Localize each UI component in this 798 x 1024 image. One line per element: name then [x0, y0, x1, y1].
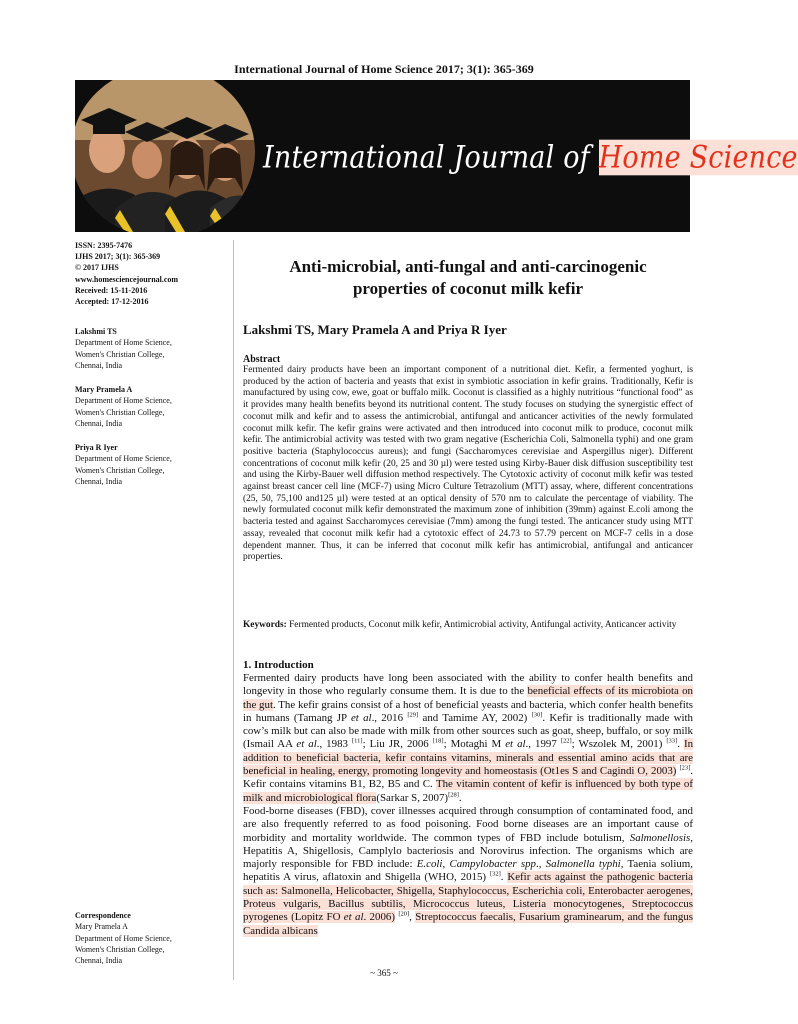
- reference: [11]: [351, 737, 363, 745]
- affiliation-3: [75, 442, 227, 487]
- text-run: . Kefir contains vitamins B1, B2, B5 and C.: [243, 765, 694, 791]
- text-run: . 2006): [363, 911, 395, 924]
- received-date: Received: 15-11-2016: [75, 285, 148, 295]
- text-run: ; Motaghi M: [443, 738, 506, 751]
- reference: [22]: [560, 737, 572, 745]
- journal-title-highlight: Home Science: [598, 139, 798, 176]
- text-run: E.coli: [416, 858, 443, 871]
- text-run: ., 1983: [316, 738, 352, 751]
- reference: [29]: [407, 711, 419, 719]
- abstract-heading: Abstract: [243, 354, 281, 365]
- correspondence-label: Correspondence: [75, 911, 131, 920]
- affiliation-dept: Department of Home Science,: [75, 454, 172, 464]
- journal-title: [263, 140, 798, 176]
- text-run: .: [458, 791, 462, 804]
- copyright: © 2017 IJHS: [75, 263, 119, 273]
- highlighted-text: Streptococcus faecalis, Fusarium graminearum, and the fungus Candida albicans: [243, 911, 694, 937]
- introduction-body: [243, 672, 693, 938]
- text-run: Food-borne diseases (FBD), cover illnesses acquired through consumption of contaminated food, and are also frequently referred to as food poisoning. Food borne diseases are an important cause of morbidity and mortality worldwide. The common types of FBD include botulism,: [243, 804, 693, 844]
- correspondence-name: Mary Pramela A: [75, 922, 128, 932]
- text-run: ,: [442, 858, 450, 871]
- affiliation-dept: Department of Home Science,: [75, 396, 172, 406]
- paper-title: [243, 256, 693, 300]
- reference: [23]: [679, 764, 691, 772]
- keywords: [243, 620, 693, 632]
- affiliation-city: Chennai, India: [75, 418, 123, 428]
- text-run: .,: [535, 858, 546, 871]
- reference: [18]: [432, 737, 444, 745]
- reference: [30]: [531, 711, 543, 719]
- paper-title-line-1: Anti-microbial, anti-fungal and anti-carcinogenic: [289, 257, 647, 276]
- text-run: ; Wszolek M, 2001): [571, 738, 667, 751]
- publication-info: [75, 240, 227, 307]
- text-run: et al: [505, 738, 526, 751]
- affiliation-2: [75, 384, 227, 429]
- journal-title-part1: International Journal of: [263, 139, 599, 176]
- accepted-date: Accepted: 17-12-2016: [75, 297, 149, 307]
- keywords-label: Keywords:: [243, 620, 287, 630]
- column-divider: [233, 240, 234, 980]
- abstract-text: Fermented dairy products have been an important component of a nutritional diet. Kefir, a fermented yoghurt, is produced by the action of bacteria and yeasts that exist in symbiotic association in kefir grains. Traditionally, Kefir is manufactured by using cow, ewe, goat or buffalo milk. Coconut is classified as a highly nutritious “functional food” as it provides many health benefits beyond its nutritional content. The study focuses on studying the synergistic effect of coconut milk and kefir and to assess the antimicrobial, antifungal and anticancer activities of the newly formulated coconut milk kefir. The kefir grains were activated and then introduced into coconut milk to produce, coconut milk kefir. The antimicrobial activity was tested with two gram negative (Escherichia Coli, Salmonella typhi) and one gram positive bacteria (Staphylococcus aureus); and fungi (Saccharomyces cerevisiae and Aspergillus niger). Different concentrations of coconut milk kefir (20, 25 and 30 µl) were tested using Kirby-Bauer disk diffusion susceptibility test and using the Kirby-Bauer well diffusion method respectively. The Cytotoxic activity of coconut milk kefir was tested against breast cancer cell line (MCF-7) using Micro Culture Tetrazolium (MTT) assay, where, different concentrations (25, 50, 75,100 and125 µl) were tested at an optical density of 570 nm to calculate the percentage of viability. The newly formulated coconut milk kefir demonstrated the maximum zone of inhibition (39mm) against E.coli among the bacteria tested and against Saccharomyces cerevisiae (7mm) among the fungi tested. The anticancer study using MTT assay, revealed that coconut milk kefir had a cytotoxic effect of 24.73 to 57.79 percent on MCF-7 cells in a dose dependent manner. Thus, it can be inferred that coconut milk kefir has antimicrobial, antifungal and anticancer properties.: [243, 365, 693, 563]
- ijhs-citation: IJHS 2017; 3(1): 365-369: [75, 252, 161, 262]
- text-run: Campylobacter spp: [449, 858, 536, 871]
- affiliation-name: Priya R Iyer: [75, 443, 118, 452]
- text-run: et al: [296, 738, 317, 751]
- intro-paragraph-2: [243, 805, 693, 938]
- correspondence-city: Chennai, India: [75, 956, 123, 966]
- paper-title-line-2: properties of coconut milk kefir: [352, 279, 584, 298]
- text-run: ,: [409, 911, 416, 924]
- introduction-heading: 1. Introduction: [243, 659, 314, 671]
- text-run: ., 1997: [525, 738, 561, 751]
- reference: [20]: [398, 910, 410, 918]
- text-run: ; Liu JR, 2006: [362, 738, 433, 751]
- text-run: , Hepatitis A, Shigellosis, Camplylo bacteriosis and Norovirus infection. The organisms which are majorly responsible for FBD include:: [243, 831, 693, 871]
- affiliation-college: Women's Christian College,: [75, 465, 165, 475]
- text-run: Fermented dairy products have long been associated with the ability to confer health benefits and longevity in those who regularly consume them. It is due to the: [243, 672, 693, 698]
- author-list: Lakshmi TS, Mary Pramela A and Priya R Iyer: [243, 322, 507, 337]
- affiliation-1: [75, 326, 227, 371]
- affiliation-city: Chennai, India: [75, 360, 123, 370]
- text-run: .: [500, 871, 508, 884]
- text-run: (Sarkar S, 2007): [376, 791, 449, 804]
- text-run: Salmonella typhi: [545, 858, 621, 871]
- journal-banner: [75, 80, 798, 232]
- text-run: et al: [343, 911, 364, 924]
- reference: [32]: [489, 870, 501, 878]
- keywords-list: Fermented products, Coconut milk kefir, Antimicrobial activity, Antifungal activity, Anticancer activity: [289, 620, 677, 630]
- correspondence-college: Women's Christian College,: [75, 944, 165, 954]
- affiliation-college: Women's Christian College,: [75, 407, 165, 417]
- text-run: .: [677, 738, 684, 751]
- highlighted-text: The vitamin content of kefir is influenced by both type of milk and microbiological flora: [243, 778, 693, 804]
- graduates-photo: [75, 80, 255, 232]
- affiliation-college: Women's Christian College,: [75, 349, 165, 359]
- text-run: et al: [350, 711, 372, 724]
- affiliation-dept: Department of Home Science,: [75, 338, 172, 348]
- affiliation-name: Lakshmi TS: [75, 327, 117, 336]
- text-run: , Taenia solium, hepatitis A virus, aflatoxin and Shigella (WHO, 2015): [243, 858, 693, 884]
- text-run: and Tamime AY, 2002): [418, 711, 532, 724]
- text-run: . The kefir grains consist of a host of beneficial yeasts and bacteria, which confer health benefits in humans (Tamang JP: [243, 698, 693, 724]
- text-run: Kefir acts against the pathogenic bacteria such as: Salmonella, Helicobacter, Shigella, Staphylococcus, Escherichia coli, Enterobacter aerogenes, Proteus vulgaris, Bacillus subtilis, Micrococcus luteus, Listeria monocytogenes, Streptococcus pyrogenes (Lopitz FO: [243, 871, 693, 924]
- reference: [33]: [666, 737, 678, 745]
- journal-citation-header: International Journal of Home Science 2017; 3(1): 365-369: [234, 62, 534, 76]
- page-number: ~ 365 ~: [370, 968, 398, 978]
- intro-paragraph-1: [243, 672, 693, 805]
- correspondence: [75, 910, 227, 966]
- website-link[interactable]: www.homesciencejournal.com: [75, 274, 179, 284]
- reference: [28]: [448, 791, 459, 799]
- issn: ISSN: 2395-7476: [75, 241, 133, 250]
- text-run: Salmonellosis: [629, 831, 691, 844]
- correspondence-dept: Department of Home Science,: [75, 933, 172, 943]
- text-run: . Kefir is traditionally made with cow’s milk but can also be made with milk from other sources such as goat, sheep, buffalo, or soy milk (Ismail AA: [243, 711, 693, 751]
- affiliation-city: Chennai, India: [75, 476, 123, 486]
- affiliation-name: Mary Pramela A: [75, 385, 133, 394]
- highlighted-text: beneficial effects of its microbiota on the gut: [243, 685, 693, 711]
- text-run: ., 2016: [371, 711, 408, 724]
- highlighted-text: In addition to beneficial bacteria, kefir contains vitamins, minerals and essential amino acids that are beneficial in healing, energy, promoting longevity and homeostasis (Ot1es S and Cagindi O, 2003): [243, 738, 694, 778]
